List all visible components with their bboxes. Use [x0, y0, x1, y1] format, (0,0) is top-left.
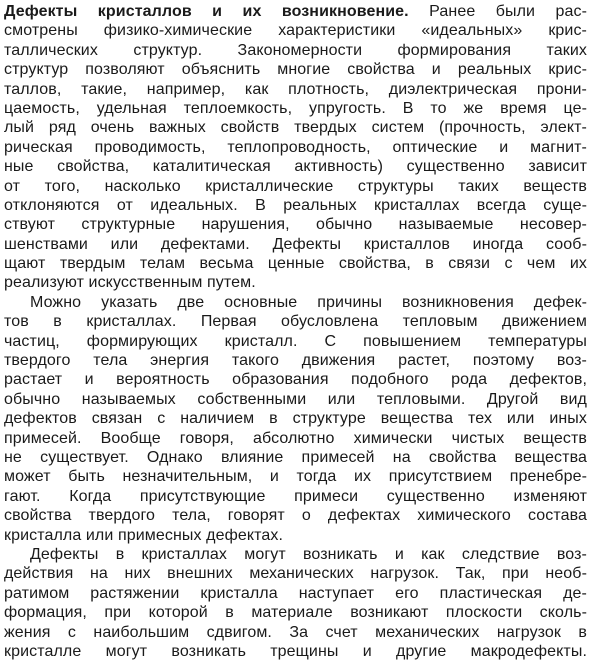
paragraph-3 — [4, 545, 587, 661]
text-line: твердого тела энергия такого движения растет, поэтому воз- — [4, 352, 587, 370]
text-line: может быть незначительным, и тогда их присутствием пренебре- — [4, 468, 587, 486]
text-line: таллов, такие, например, как плотность, диэлектрическая прони- — [4, 80, 587, 98]
paragraph-2 — [4, 293, 587, 545]
text-line: растает и вероятность образования подобного рода дефектов, — [4, 371, 587, 389]
text-line: таллических структур. Закономерности формирования таких — [4, 41, 587, 59]
text-line: формация, при которой в материале возникают плоскости сколь- — [4, 604, 587, 622]
text-line: гают. Когда присутствующие примеси существенно изменяют — [4, 487, 587, 505]
text-line: кристалла или примесных дефектах. — [4, 526, 284, 544]
text-line: Можно указать две основные причины возникновения дефек- — [30, 293, 587, 311]
text-line: не существует. Однако влияние примесей на свойства вещества — [4, 448, 587, 466]
text-line: шенствами или дефектами. Дефекты кристаллов иногда сооб- — [4, 235, 587, 253]
text-line: щают твердым телам весьма ценные свойства, в связи с чем их — [4, 255, 587, 273]
text-line: цаемость, удельная теплоемкость, упругость. В то же время це- — [4, 99, 587, 117]
text-line: от того, насколько кристаллические структуры таких веществ — [4, 177, 587, 195]
text-line: примесей. Вообще говоря, абсолютно химически чистых веществ — [4, 429, 587, 447]
text-line: ратимом растяжении кристалла наступает его пластическая де- — [4, 584, 587, 602]
section-heading: Дефекты кристаллов и их возникновение. — [4, 3, 409, 20]
text-line: действия на них внешних механических нагрузок. Так, при необ- — [4, 565, 587, 583]
text-line: свойства твердого тела, говорят о дефектах химического состава — [4, 507, 587, 525]
text-line: жения с наибольшим сдвигом. За счет механических нагрузок в — [4, 623, 587, 641]
text-line: дефектов связан с наличием в структуре вещества тех или иных — [4, 410, 587, 428]
text-line: реализуют искусственным путем. — [4, 274, 256, 292]
text-line: структур позволяют объяснить многие свойства и реальных крис- — [4, 61, 587, 79]
text-line: лый ряд очень важных свойств твердых систем (прочность, элект- — [4, 119, 587, 137]
text-line: частиц, формирующих кристалл. С повышением температуры — [4, 332, 587, 350]
text-line: отклоняются от идеальных. В реальных кристаллах всегда суще- — [4, 196, 587, 214]
text-line: ствуют структурные нарушения, обычно называемые несовер- — [4, 216, 587, 234]
text-line: тов в кристаллах. Первая обусловлена тепловым движением — [4, 313, 587, 331]
text-line: смотрены физико-химические характеристики «идеальных» крис- — [4, 22, 587, 40]
text-line: кристалле могут возникать трещины и другие макродефекты. — [4, 642, 587, 660]
text-line: ные свойства, каталитическая активность) существенно зависит — [4, 158, 587, 176]
paragraph-1 — [4, 2, 587, 293]
text-line-content: Ранее были рас- — [408, 3, 587, 20]
text-line: Дефекты в кристаллах могут возникать и как следствие воз- — [30, 545, 587, 563]
text-line: рическая проводимость, теплопроводность, оптические и магнит- — [4, 138, 587, 156]
text-line — [4, 2, 587, 21]
text-line: обычно называемых собственными или тепловыми. Другой вид — [4, 390, 587, 408]
